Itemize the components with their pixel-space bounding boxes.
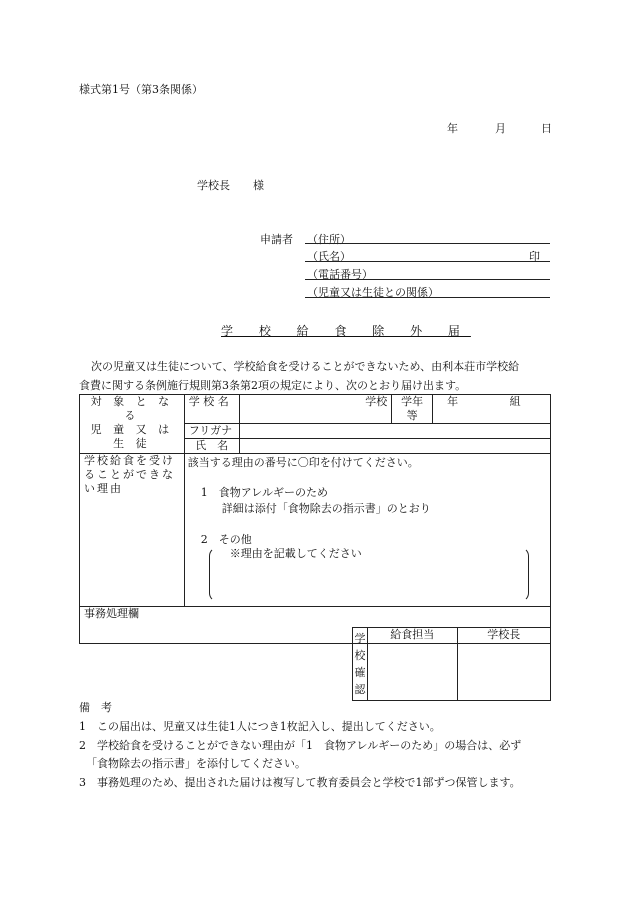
school-suffix: 学校 (365, 395, 388, 408)
reason-label: 学校給食を受け ることができな い理由 (80, 454, 185, 607)
principal-stamp-field[interactable] (457, 644, 551, 701)
date-month: 月 (495, 122, 506, 135)
intro-line-2: 食費に関する条例施行規則第3条第2項の規定により、次のとおり届け出ます。 (79, 379, 467, 392)
applicant-address-label: （住所） (307, 233, 351, 246)
phone-line (305, 279, 550, 280)
reason-instruction: 該当する理由の番号に〇印を付けてください。 (187, 456, 419, 469)
school-name-field[interactable] (239, 395, 392, 424)
applicant-name-label: （氏名） (307, 250, 351, 263)
grade-label: 学年等 (392, 395, 433, 424)
form-table (79, 394, 551, 644)
student-name-label: 氏 名 (184, 439, 239, 454)
form-number: 様式第1号（第3条関係） (79, 83, 203, 96)
lunch-staff-stamp-field[interactable] (367, 644, 457, 701)
office-use-label: 事務処理欄 (84, 607, 139, 620)
applicant-relation-label: （児童又は生徒との関係） (307, 286, 439, 299)
note-3: 3 事務処理のため、提出された届けは複写して教育委員会と学校で1部ずつ保管します。 (79, 776, 521, 789)
school-confirm-table (352, 627, 551, 701)
note-2a: 2 学校給食を受けることができない理由が「1 食物アレルギーのため」の場合は、必ず (79, 739, 522, 752)
relation-line (305, 297, 550, 298)
addressee-honorific: 様 (253, 179, 264, 192)
other-reason-note: ※理由を記載してください (229, 547, 362, 560)
notes-heading: 備 考 (79, 701, 112, 714)
date-day: 日 (541, 122, 552, 135)
document-title: 学 校 給 食 除 外 届 (221, 324, 471, 338)
target-student-label: 対 象 と な る 児 童 又 は 生 徒 (80, 395, 185, 454)
principal-label: 学校長 (457, 628, 551, 644)
student-name-field[interactable] (239, 439, 550, 454)
school-name-label: 学 校 名 (184, 395, 239, 424)
addressee-title: 学校長 (197, 179, 230, 192)
grade-class: 組 (509, 395, 521, 408)
applicant-phone-label: （電話番号） (307, 268, 373, 281)
school-confirm-label: 学 校 確 認 (353, 628, 368, 701)
furigana-field[interactable] (239, 424, 550, 439)
lunch-staff-label: 給食担当 (367, 628, 457, 644)
note-2b: 「食物除去の指示書」を添付してください。 (86, 757, 306, 770)
note-1: 1 この届出は、児童又は生徒1人につき1枚記入し、提出してください。 (79, 720, 441, 733)
reason-option-1-detail: 詳細は添付「食物除去の指示書」のとおり (221, 502, 431, 515)
reason-option-2[interactable]: 2 その他 (200, 533, 252, 546)
grade-field[interactable] (433, 395, 551, 424)
furigana-label: フリガナ (184, 424, 239, 439)
reason-cell (184, 454, 550, 607)
grade-year: 年 (447, 395, 459, 408)
seal-mark: 印 (529, 250, 540, 263)
other-reason-box[interactable] (209, 547, 529, 602)
intro-line-1: 次の児童又は生徒について、学校給食を受けることができないため、由利本荘市学校給 (91, 360, 520, 373)
applicant-label: 申請者 (260, 233, 293, 246)
reason-option-1[interactable]: 1 食物アレルギーのため (200, 486, 329, 499)
name-line (305, 261, 550, 262)
date-year: 年 (447, 122, 458, 135)
address-line (305, 243, 550, 244)
